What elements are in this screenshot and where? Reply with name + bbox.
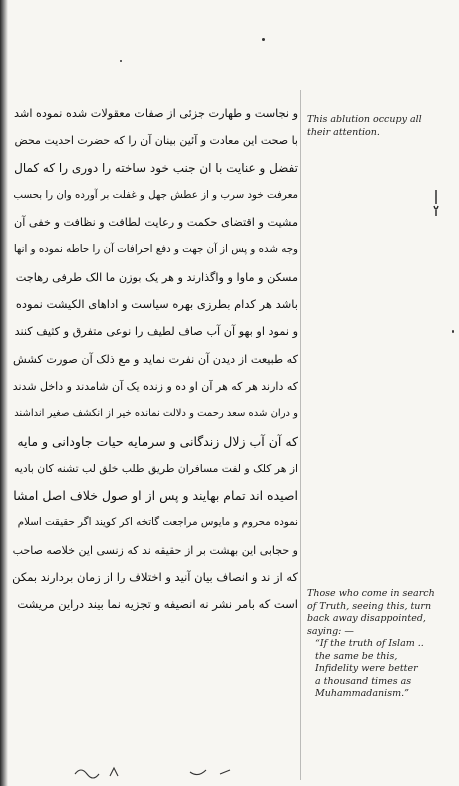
text-line: که دارند هر که هر آن او ده و زنده یک آن شامدند و داخل شدند [12, 379, 298, 393]
note-line: a thousand times as [315, 675, 412, 687]
text-line: اصیده اند تمام بهایند و پس از او صول خلاف اصل امشا [13, 488, 298, 504]
margin-quote [307, 638, 447, 701]
text-line: و نجاست و طهارت جزئی از صفات معقولات شده نموده اشد [14, 107, 298, 120]
note-line: the same be this, [315, 650, 398, 662]
text-line: و دران شده سعد رحمت و دلالت نمانده خیر از انکشف صغیر انداشند [14, 408, 298, 420]
note-line: their attention. [307, 126, 380, 138]
text-line: که آن آب زلال زندگانی و سرمایه حیات جاودانی و مایه [17, 433, 298, 449]
note-line: Those who come in search [307, 588, 435, 599]
note-line: “If the truth of Islam .. [315, 638, 424, 649]
text-line: مسکن و ماوا و واگذارند و هر یک بوزن ما الک طرفی رهاجت [15, 270, 298, 284]
margin-ink-mark [433, 190, 439, 216]
note-line: Infidelity were better [315, 663, 418, 674]
note-line: back away disappointed, [307, 613, 426, 624]
ink-speck [262, 38, 265, 41]
text-line: از هر کلک و لفت مسافران طریق طلب خلق لب تشنه کان بادیه [14, 461, 298, 475]
text-line: با صحت این معادت و آئین بینان آن را که حضرت احدیت محض [14, 134, 298, 148]
text-line: مشیت و اقتضای حکمت و رعایت لطافت و نظافت و خفی آن [13, 216, 298, 230]
scan-edge-shadow [0, 0, 8, 786]
margin-rule [300, 90, 301, 780]
persian-text-block [12, 100, 298, 619]
note-line: This ablution occupy all [307, 114, 422, 125]
ink-speck [120, 60, 122, 62]
note-line: Muhammadanism.” [315, 688, 409, 699]
margin-note-top [307, 114, 447, 139]
text-line: است که بامر نشر نه انصیفه و تجزیه نما بیند دراین مریشت [17, 597, 298, 612]
text-line: نموده محروم و مایوس مراجعت گاتخه اکر کویند اگر حقیقت اسلام [17, 516, 298, 529]
footer-ink-scribble [70, 762, 280, 782]
text-line: وجه شده و پس از آن جهت و دفع احرافات آن را حاطه نموده و انها [13, 243, 298, 256]
text-line: معرفت خود سرب و از عطش جهل و غفلت بر آورده وان را بحسب [13, 188, 298, 201]
text-line: که طبیعت از دیدن آن نفرت نماید و مع ذلک آن صورت کشش [13, 352, 298, 366]
text-line: باشد هر کدام بطرزی بهره سیاست و اداهای الکیشت نموده [15, 297, 298, 312]
note-line: saying: — [307, 625, 354, 637]
text-line: که از ند و انصاف بیان آنید و اختلاف را از زمان بردارند بمکن [12, 570, 298, 585]
text-line: و حجابی این بهشت بر از حقیقه ند که زنسی این خلاصه صاحب [12, 543, 298, 557]
text-line: و نمود او بهو آن آب صاف لطیف را نوعی متفرق و کثیف کنند [14, 325, 298, 339]
margin-note-bottom [307, 588, 447, 701]
ink-speck [452, 330, 454, 333]
text-line: تفضل و عنایت با ان جنب خود ساخته را دوری را که کمال [14, 160, 298, 175]
note-line: of Truth, seeing this, turn [307, 600, 432, 612]
